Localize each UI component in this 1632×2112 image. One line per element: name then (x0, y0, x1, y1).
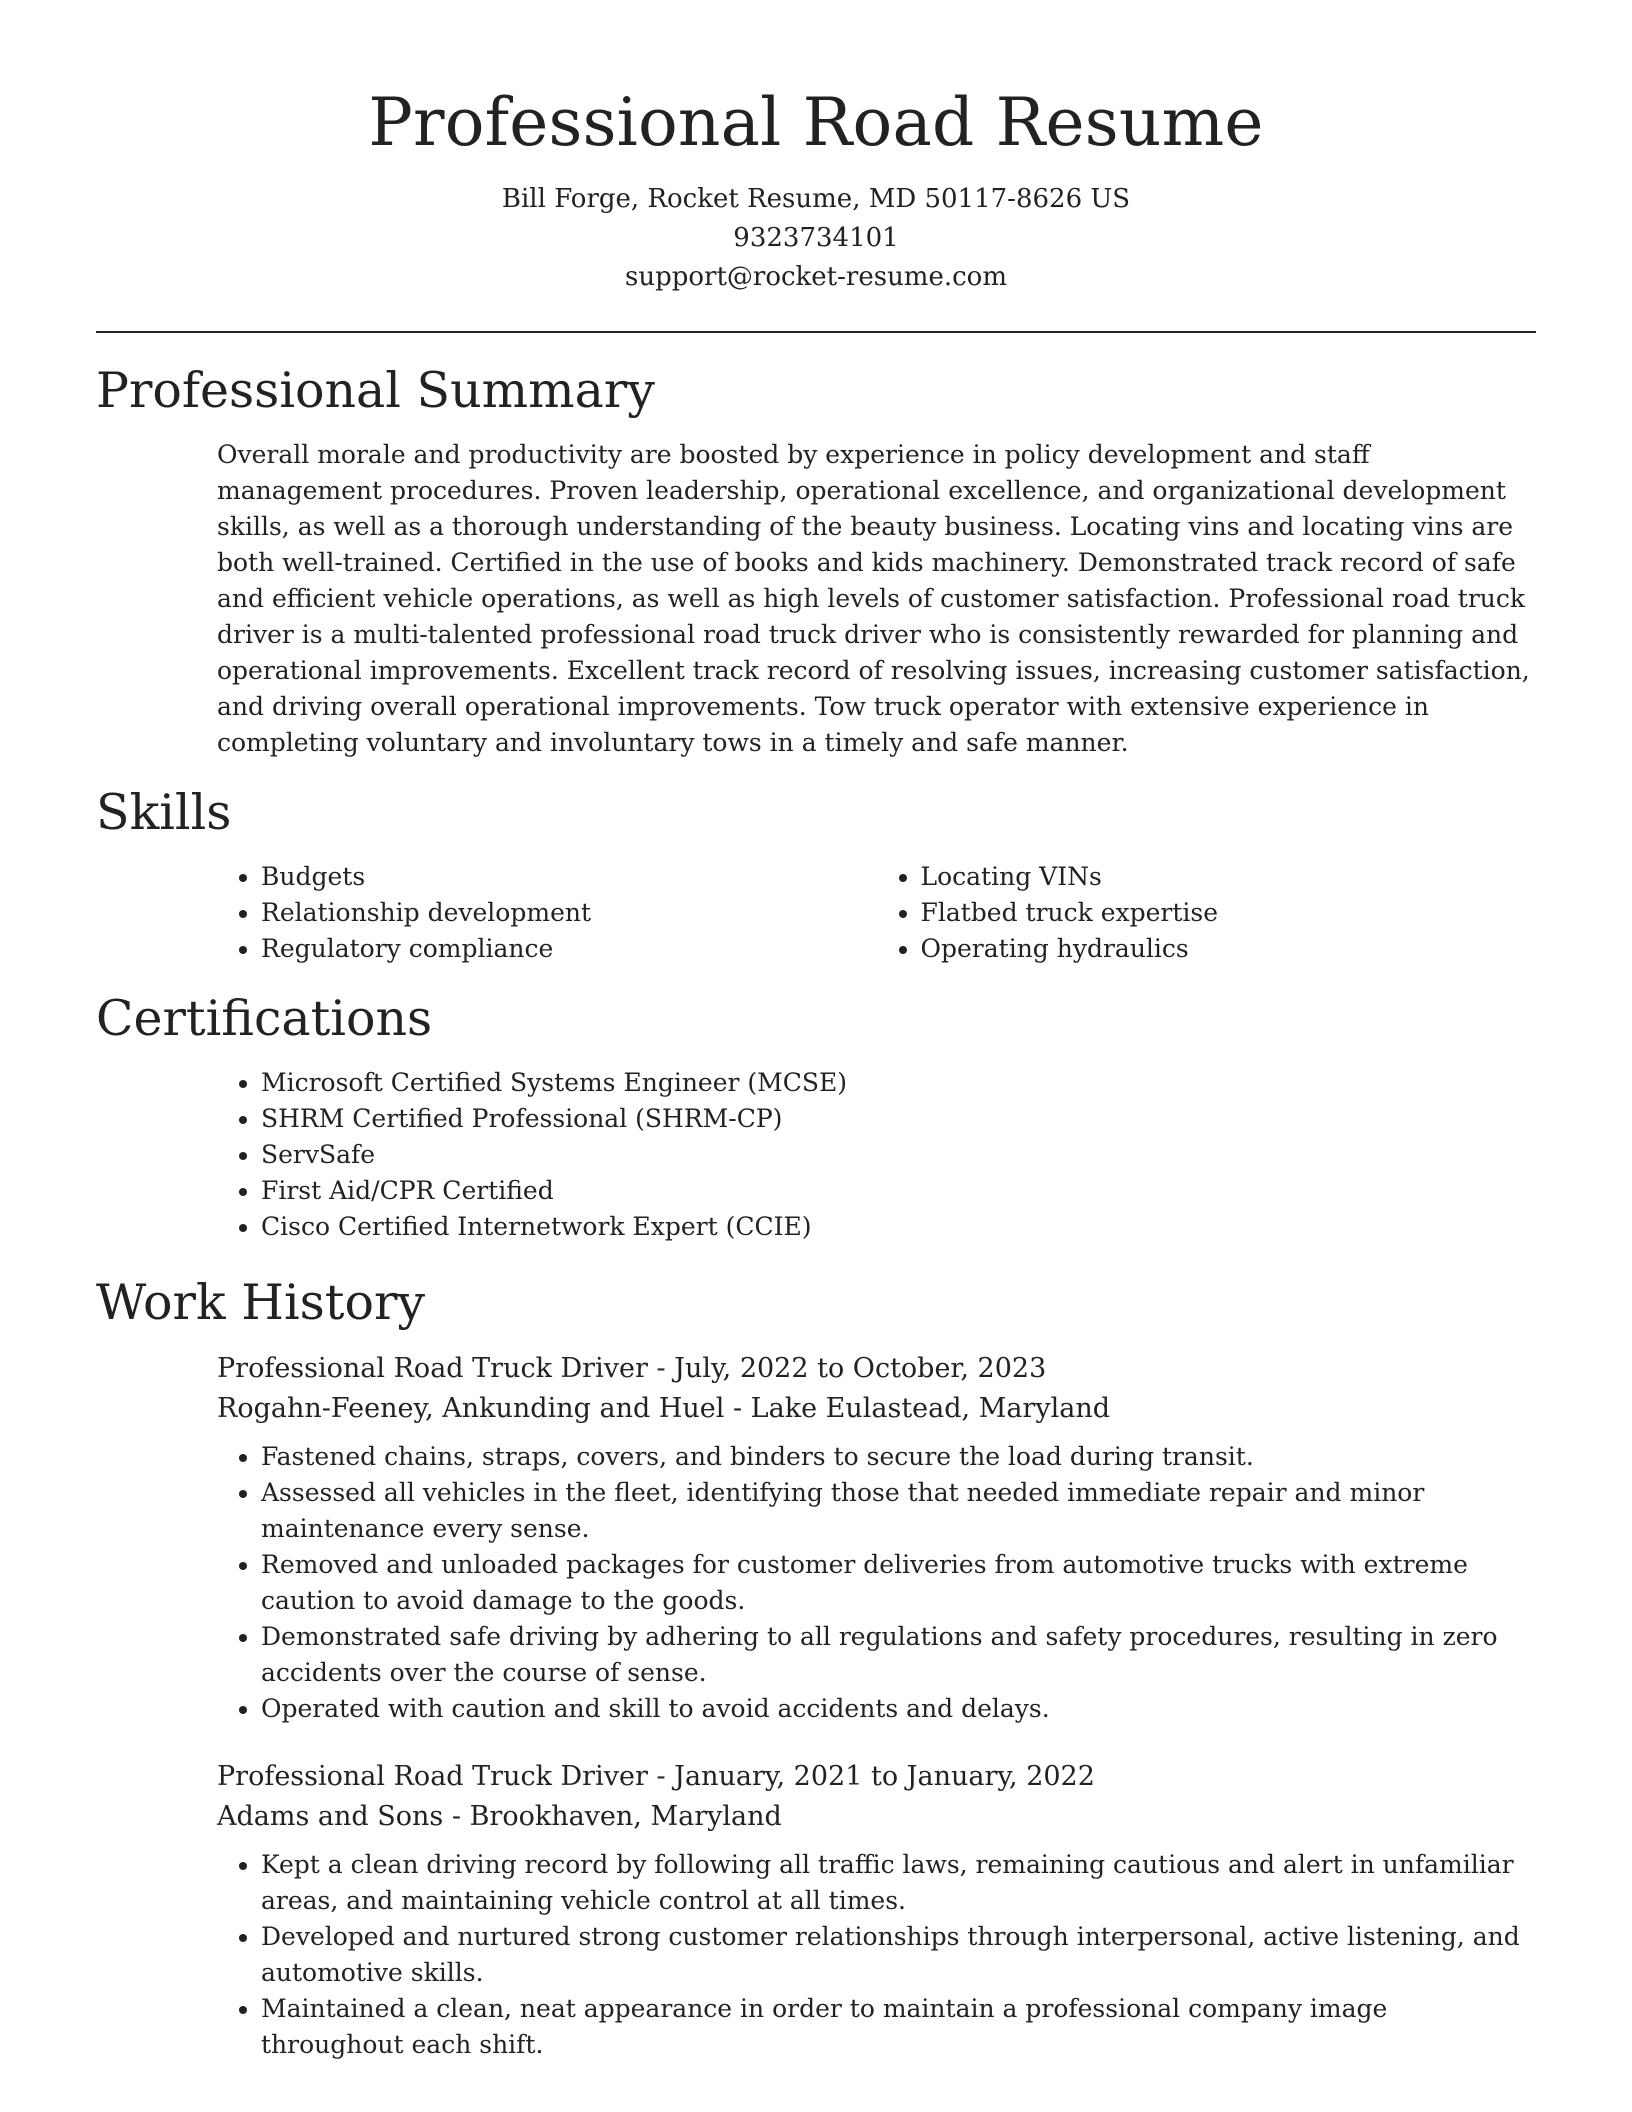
skill-item: • Regulatory compliance (261, 931, 877, 967)
job-duty: • Assessed all vehicles in the fleet, identifying those that needed immediate repair and minor maintenance every sense. (261, 1475, 1536, 1547)
job-company-line (217, 1797, 1536, 1837)
job-duty: • Fastened chains, straps, covers, and binders to secure the load during transit. (261, 1439, 1536, 1475)
skill-item: • Operating hydraulics (921, 931, 1537, 967)
skills-section (96, 781, 1536, 967)
certifications-list (217, 1065, 1536, 1245)
resume-title: Professional Road Resume (368, 84, 1264, 161)
job-entry (217, 1349, 1536, 1727)
summary-section (96, 359, 1536, 761)
resume-header (96, 0, 1536, 297)
skills-list-left (217, 859, 877, 967)
job-title-line (217, 1349, 1536, 1389)
skill-item: • Locating VINs (921, 859, 1537, 895)
job-duty: • Maintained a clean, neat appearance in order to maintain a professional company image throughout each shift. (261, 1991, 1536, 2063)
job-duty: • Demonstrated safe driving by adhering to all regulations and safety procedures, resulting in zero accidents over the course of sense. (261, 1619, 1536, 1691)
job-location: - Lake Eulastead, Maryland (724, 1393, 1110, 1424)
certifications-section (96, 987, 1536, 1245)
job-title: Professional Road Truck Driver (217, 1353, 648, 1384)
job-location: - Brookhaven, Maryland (443, 1801, 782, 1832)
job-company: Rogahn-Feeney, Ankunding and Huel (217, 1393, 725, 1424)
certification-item: • Microsoft Certified Systems Engineer (MCSE) (261, 1065, 1536, 1101)
job-duty: • Removed and unloaded packages for customer deliveries from automotive trucks with extreme caution to avoid damage to the goods. (261, 1547, 1536, 1619)
work-history-heading: Work History (96, 1274, 426, 1331)
skill-item: • Relationship development (261, 895, 877, 931)
summary-heading: Professional Summary (96, 362, 655, 419)
skill-item: • Flatbed truck expertise (921, 895, 1537, 931)
job-company-line (217, 1389, 1536, 1429)
certification-item: • ServSafe (261, 1137, 1536, 1173)
job-dates: - January, 2021 to January, 2022 (647, 1761, 1095, 1792)
phone: 9323734101 (733, 223, 899, 253)
job-duty: • Developed and nurtured strong customer relationships through interpersonal, active listening, and automotive skills. (261, 1919, 1536, 1991)
work-history-section (96, 1271, 1536, 2063)
certification-item: • Cisco Certified Internetwork Expert (CCIE) (261, 1209, 1536, 1245)
address: Bill Forge, Rocket Resume, MD 50117-8626 US (501, 184, 1131, 214)
skills-heading: Skills (96, 784, 232, 841)
contact-info (96, 180, 1536, 297)
certification-item: • First Aid/CPR Certified (261, 1173, 1536, 1209)
summary-text: Overall morale and productivity are boosted by experience in policy development and staff management procedures. Proven leadership, operational excellence, and organizational development skills, as well as a thorough understanding of the beauty business. Locating vins and locating vins are both well-trained. Certified in the use of books and kids machinery. Demonstrated track record of safe and efficient vehicle operations, as well as high levels of customer satisfaction. Professional road truck driver is a multi-talented professional road truck driver who is consistently rewarded for planning and operational improvements. Excellent track record of resolving issues, increasing customer satisfaction, and driving overall operational improvements. Tow truck operator with extensive experience in completing voluntary and involuntary tows in a timely and safe manner. (217, 440, 1530, 757)
header-divider (96, 331, 1536, 333)
job-dates: - July, 2022 to October, 2023 (647, 1353, 1047, 1384)
job-duty: • Kept a clean driving record by following all traffic laws, remaining cautious and alert in unfamiliar areas, and maintaining vehicle control at all times. (261, 1847, 1536, 1919)
job-title: Professional Road Truck Driver (217, 1761, 648, 1792)
certification-item: • SHRM Certified Professional (SHRM-CP) (261, 1101, 1536, 1137)
job-entry (217, 1757, 1536, 2063)
certifications-heading: Certifications (96, 990, 433, 1047)
job-duties-list (217, 1847, 1536, 2063)
skill-item: • Budgets (261, 859, 877, 895)
skills-grid (96, 859, 1536, 967)
job-title-line (217, 1757, 1536, 1797)
skills-list-right (877, 859, 1537, 967)
email: support@rocket-resume.com (624, 262, 1007, 292)
job-duty: • Operated with caution and skill to avoid accidents and delays. (261, 1691, 1536, 1727)
job-company: Adams and Sons (217, 1801, 444, 1832)
job-duties-list (217, 1439, 1536, 1727)
